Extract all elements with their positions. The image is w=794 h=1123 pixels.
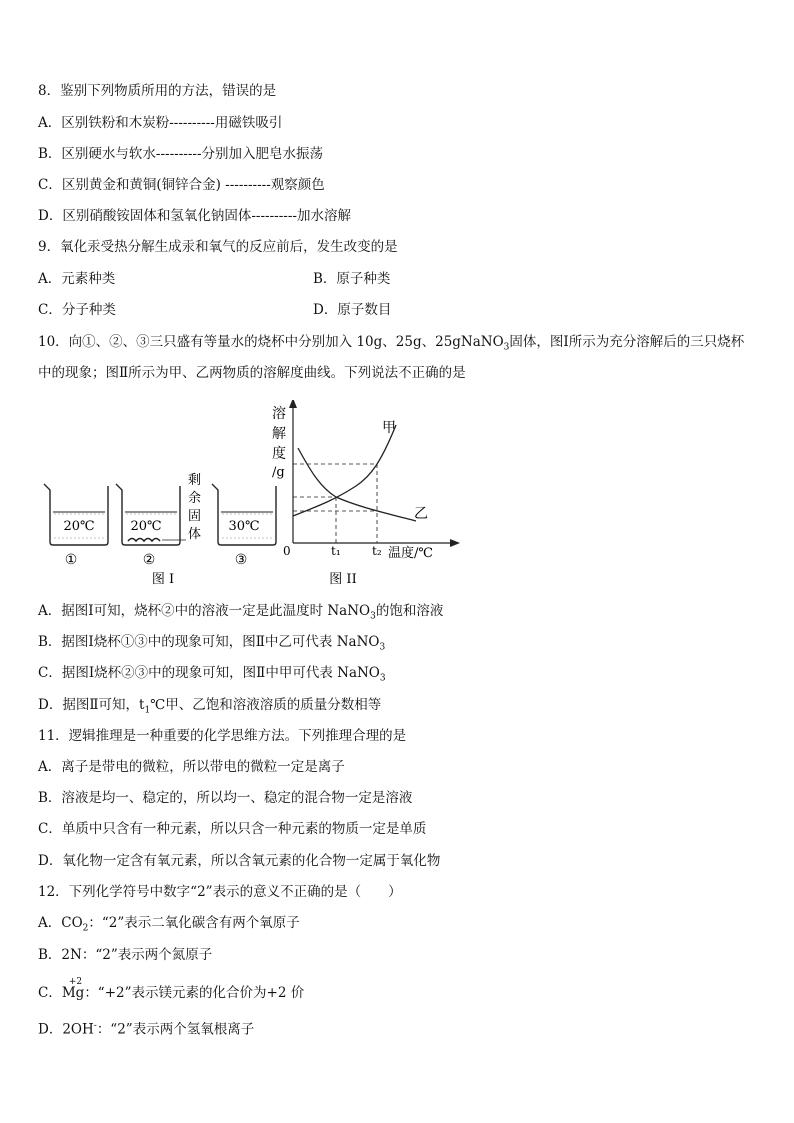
q9-option-a: A．元素种类 [38, 271, 116, 287]
q9-option-c: C．分子种类 [38, 302, 116, 318]
t2-label: t₂ [372, 544, 382, 558]
beaker-3-label: ③ [234, 552, 248, 568]
q11-option-a: A．离子是带电的微粒，所以带电的微粒一定是离子 [38, 759, 345, 775]
figure-2-caption: 图 II [329, 572, 357, 587]
beaker-1 [44, 484, 108, 568]
q12-option-a: A．$CO_2$：“2”表示二氧化碳含有两个氧原子 [38, 915, 300, 934]
mg-valence-charge: +2 [68, 977, 83, 987]
q10-option-a: A．据图Ⅰ可知，烧杯②中的溶液一定是此温度时 NaNO$_3$的饱和溶液 [38, 603, 444, 622]
svg-text:体: 体 [188, 527, 202, 542]
origin-label: 0 [283, 544, 291, 558]
q10-option-c: C．据图Ⅰ烧杯②③中的现象可知，图Ⅱ中甲可代表 NaNO$_3$ [38, 665, 386, 684]
y-axis-label-3: 度 [272, 446, 286, 462]
q12-stem: 12．下列化学符号中数字“2”表示的意义不正确的是（ ） [38, 884, 402, 900]
svg-text:余: 余 [188, 491, 202, 506]
svg-text:固: 固 [188, 509, 202, 524]
curve-jia [293, 425, 396, 516]
q10-stem-line1: 10．向①、②、③三只盛有等量水的烧杯中分别加入 10g、25g、25gNaNO$_3$固体，图Ⅰ所示为充分溶解后的三只烧杯 [38, 334, 745, 353]
beaker-2-label: ② [142, 552, 156, 568]
q8-stem: 8．鉴别下列物质所用的方法，错误的是 [38, 83, 277, 99]
q10-stem-line2: 中的现象；图Ⅱ所示为甲、乙两物质的溶解度曲线。下列说法不正确的是 [38, 365, 466, 381]
x-axis-label: 温度/℃ [388, 546, 433, 561]
beaker-3-temp: 30℃ [228, 519, 260, 534]
q10-option-b: B．据图Ⅰ烧杯①③中的现象可知，图Ⅱ中乙可代表 NaNO$_3$ [38, 634, 386, 653]
mg-valence-symbol: +2 Mg [62, 984, 84, 1002]
q12-option-b: B．2N：“2”表示两个氮原子 [38, 947, 213, 963]
y-axis-label-1: 溶 [272, 406, 286, 422]
x-axis-arrow [450, 539, 460, 547]
q9-stem: 9．氧化汞受热分解生成汞和氧气的反应前后，发生改变的是 [38, 239, 398, 255]
curve-jia-label: 甲 [382, 420, 396, 436]
beaker-1-temp: 20℃ [63, 519, 95, 534]
q8-option-a: A．区别铁粉和木炭粉----------用磁铁吸引 [38, 115, 283, 131]
figure-1-caption: 图 I [151, 572, 175, 587]
q9-option-d: D．原子数目 [313, 302, 392, 318]
y-axis-label-2: 解 [272, 426, 286, 442]
q8-option-d: D．区别硝酸铵固体和氢氧化钠固体----------加水溶解 [38, 208, 351, 224]
q12-option-d: D．2OH-：“2”表示两个氢氧根离子 [38, 1021, 255, 1038]
beaker-2 [116, 484, 186, 568]
q10-figures [36, 400, 476, 595]
solubility-chart [272, 400, 460, 587]
residue-label [188, 473, 201, 542]
q10-option-d: D．据图Ⅱ可知，$t_1℃$甲、乙饱和溶液溶质的质量分数相等 [38, 697, 382, 716]
q12-option-c: C． +2 Mg：“+2”表示镁元素的化合价为+2 价 [38, 984, 304, 1002]
residue-solid [128, 539, 160, 542]
q11-stem: 11．逻辑推理是一种重要的化学思维方法。下列推理合理的是 [38, 728, 407, 744]
q11-option-b: B．溶液是均一、稳定的，所以均一、稳定的混合物一定是溶液 [38, 790, 413, 806]
curve-yi-label: 乙 [414, 506, 428, 522]
q11-option-d: D．氧化物一定含有氧元素，所以含氧元素的化合物一定属于氧化物 [38, 853, 441, 869]
q8-option-b: B．区别硬水与软水----------分别加入肥皂水振荡 [38, 146, 324, 162]
t1-label: t₁ [331, 544, 341, 558]
q8-option-c: C．区别黄金和黄铜(铜锌合金) ----------观察颜色 [38, 177, 325, 193]
beaker-1-label: ① [64, 552, 78, 568]
y-axis-arrow [289, 400, 297, 408]
beaker-2-temp: 20℃ [130, 519, 162, 534]
q9-option-b: B．原子种类 [313, 271, 391, 287]
q11-option-c: C．单质中只含有一种元素，所以只含一种元素的物质一定是单质 [38, 821, 427, 837]
svg-text:剩: 剩 [188, 473, 202, 488]
curve-yi [298, 448, 416, 521]
beaker-3 [212, 484, 276, 568]
y-axis-label-4: /g [272, 465, 285, 480]
